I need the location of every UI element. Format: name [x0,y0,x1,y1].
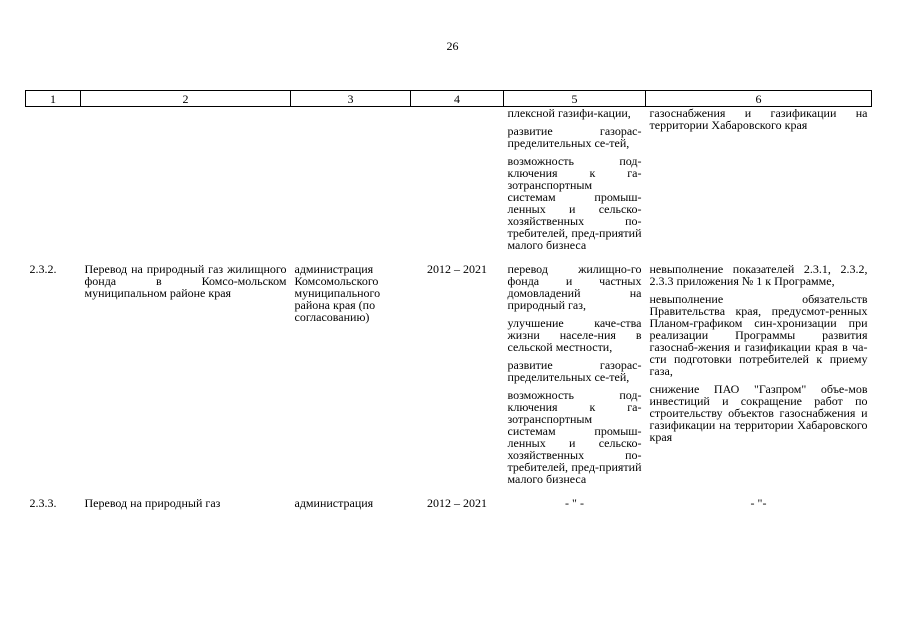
risks-cell [646,257,872,491]
measure-name-cell [81,491,291,515]
period-cell: 2012 – 2021 [427,496,487,510]
header-col-4: 4 [411,91,504,107]
effect-text: улучшение каче-ства жизни населе-ния в сельской местности, [507,316,642,354]
row-number: 2.3.3. [29,496,57,510]
effects-cell [504,257,646,491]
table-row [26,257,872,491]
measure-name: Перевод на природный газ [84,496,221,510]
table-row [26,491,872,515]
executor-cell [291,491,411,515]
row-number: 2.3.2. [29,262,57,276]
table-header-row [26,91,872,107]
header-col-6: 6 [646,91,872,107]
risks-cell [646,107,872,258]
effect-text: плексной газифи-кации, [507,106,631,120]
header-col-3: 3 [291,91,411,107]
header-col-2: 2 [81,91,291,107]
effect-text: развитие газорас-пределительных се-тей, [507,124,642,150]
effect-text: возможность под-ключения к га-зотранспортным системам промыш-ленных и сельско-хозяйственных по-требителей, пред-приятий малого бизнеса [507,388,642,486]
executor-cell [291,257,411,491]
page-number: 26 [446,39,459,53]
risk-text: невыполнение показателей 2.3.1, 2.3.2, 2.3.3 приложения № 1 к Программе, [649,262,868,288]
executor: администрация Комсомольского муниципального района края (по согласованию) [294,262,381,324]
period-cell: 2012 – 2021 [427,262,487,276]
program-table [25,90,872,515]
effect-text: развитие газорас-пределительных се-тей, [507,358,642,384]
effect-text: возможность под-ключения к га-зотранспортным системам промыш-ленных и сельско-хозяйственных по-требителей, пред-приятий малого бизнеса [507,154,642,252]
measure-name: Перевод на природный газ жилищного фонда в Комсо-мольском муниципальном районе края [84,262,287,300]
ditto-mark: - " - [565,496,584,510]
risk-text: невыполнение обязательств Правительства края, предусмот-ренных Планом-графиком син-хронизации при реализации Программы развития газоснаб-жения и газификации края в ча-сти подготовки потребителей к приему газа, [649,292,868,378]
executor: администрация [294,496,374,510]
header-col-5: 5 [504,91,646,107]
header-col-1: 1 [26,91,81,107]
effects-cell [504,107,646,258]
effect-text: перевод жилищно-го фонда и частных домовладений на природный газ, [507,262,642,312]
risk-text: снижение ПАО "Газпром" объе-мов инвестиций и сокращение работ по строительству объектов газоснабжения и газификации на территории Хабаровского края [649,382,868,444]
risk-text: газоснабжения и газификации на территории Хабаровского края [649,106,868,132]
ditto-mark: - "- [750,496,767,510]
measure-name-cell [81,257,291,491]
table-row-continuation [26,107,872,258]
